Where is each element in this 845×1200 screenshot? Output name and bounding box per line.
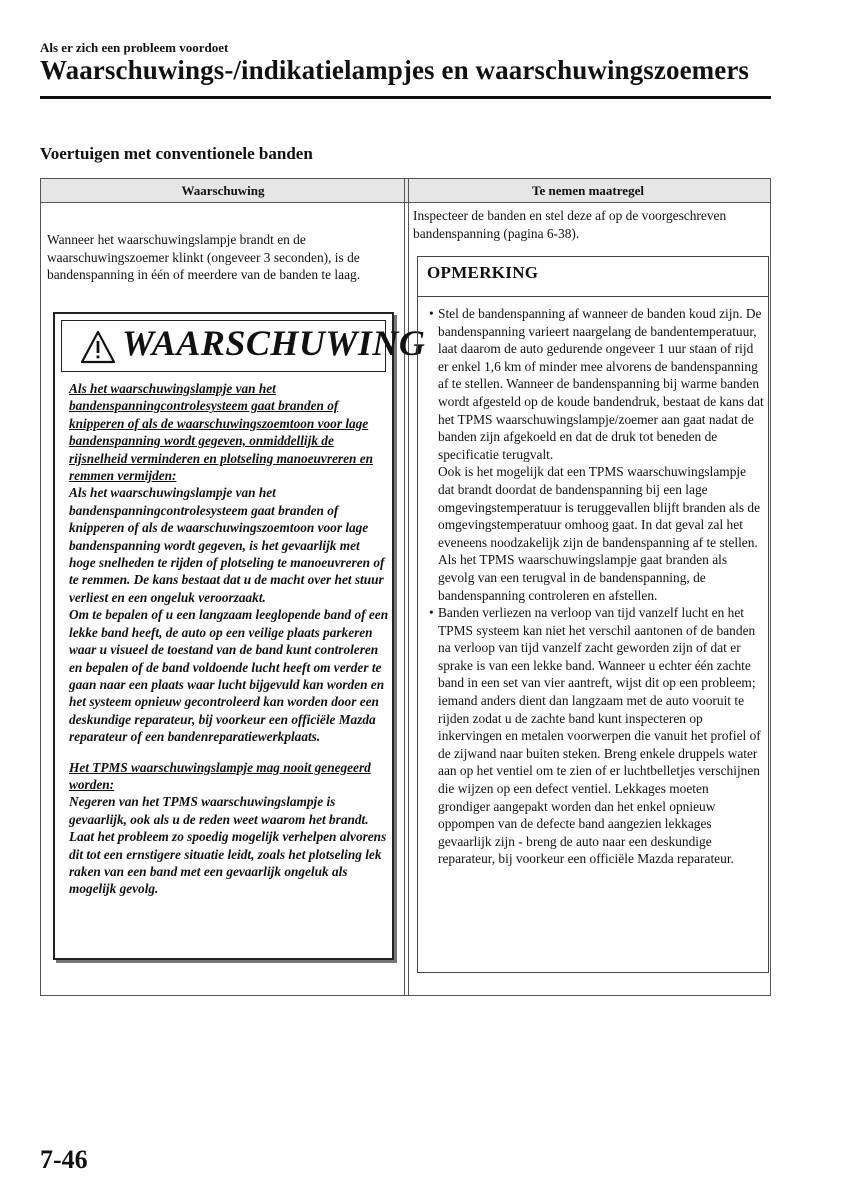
bullet-icon: • (429, 605, 434, 621)
note-bullet-text: Stel de bandenspanning af wanneer de banden koud zijn. De bandenspanning varieert naargelang de bandentemperatuur, laat daarom de auto gedurende ongeveer 1 uur staan of rijd er enkel 1,6 km of minder mee alvorens de bandenspanning af te stellen. Wanneer de bandenspanning bij warme banden wordt afgesteld op de koude bandendruk, bestaat de kans dat het TPMS waarschuwingslampje/zoemer aan gaat nadat de banden zijn afgekoeld en dat de druk tot beneden de specificatie terugvalt. (438, 306, 764, 462)
title-divider (40, 96, 771, 99)
list-item-continuation (426, 463, 764, 604)
note-bullet-text: Ook is het mogelijk dat een TPMS waarschuwingslampje dat brandt doordat de bandenspanning bij een lage omgevingstemperatuur is teruggevallen blijft branden als de omgevingstemperatuur omhoog gaat. In dat geval zal het eveneens noodzakelijk zijn de bandenspanning af te stellen. Als het TPMS waarschuwingslampje gaat branden als gevolg van een terugval in de bandenspanning, de bandenspanning controleren en afstellen. (438, 464, 761, 603)
warning-paragraph: Negeren van het TPMS waarschuwingslampje is gevaarlijk, ook als u de reden weet waarom het brandt. Laat het probleem zo spoedig mogelijk verhelpen alvorens dit tot een ernstigere situatie leidt, zoals het plotseling lek raken van een band met een gevaarlijk ongeluk als mogelijk gevolg. (69, 794, 387, 897)
table-header-row (41, 179, 770, 203)
warning-box-body (69, 380, 389, 898)
column-header-action: Te nemen maatregel (532, 183, 644, 198)
list-item (426, 305, 764, 463)
column-divider (408, 179, 409, 995)
warning-paragraph: Om te bepalen of u een langzaam leeglopende band of een lekke band heeft, de auto op een veilige plaats parkeren waar u visueel de toestand van de band kunt controleren en bepalen of de band voldoende lucht heeft om verder te gaan naar een plaats waar lucht bijgevuld kan worden en het systeem opnieuw gecontroleerd kan worden door een deskundige reparateur, bij voorkeur een officiële Mazda reparateur of een bandenreparatiewerkplaats. (69, 607, 389, 745)
note-box (417, 256, 769, 973)
warning-box-title: WAARSCHUWING (122, 323, 426, 363)
warning-paragraph: Als het waarschuwingslampje van het bandenspanningcontrolesysteem gaat branden of knipperen of als de waarschuwingszoemtoon voor lage bandenspanning wordt gegeven, is het gevaarlijk met hoge snelheden te rijden of plotseling te manoeuvreren of te remmen. De kans bestaat dat u de macht over het stuur verliest en een ongeluk veroorzaakt. (69, 485, 385, 605)
column-header-warning: Waarschuwing (181, 183, 265, 198)
section-label: Als er zich een probleem voordoet (40, 40, 229, 55)
warning-heading: Het TPMS waarschuwingslampje mag nooit genegeerd worden: (69, 759, 371, 792)
page-number: 7-46 (40, 1145, 88, 1174)
page-title: Waarschuwings-/indikatielampjes en waarschuwingszoemers (40, 55, 750, 85)
warning-heading: Als het waarschuwingslampje van het bandenspanningcontrolesysteem gaat branden of knipperen of als de waarschuwingszoemtoon voor lage bandenspanning wordt gegeven, onmiddellijk de rijsnelheid verminderen en plotseling manoeuvreren en remmen vermijden: (69, 381, 373, 484)
list-item (426, 604, 764, 868)
warning-box (53, 312, 426, 960)
note-bullet-text: Banden verliezen na verloop van tijd vanzelf lucht en het TPMS systeem kan niet het verschil aantonen of de banden na verloop van tijd vanzelf zacht geworden zijn of dat er sprake is van een lekke band. Wanneer u echter één zachte band in een set van vier aantreft, wijst dit op een probleem; iemand anders dient dan langzaam met de auto vooruit te rijden zodat u de zachte band kunt inspecteren op inkervingen en metalen voorwerpen die vanuit het profiel of de zijwand naar buiten steken. Breng enkele druppels water aan op het ventiel om te zien of er luchtbelletjes verschijnen die wijzen op een defect ventiel. Lekkages moeten grondiger aangepakt worden dan het enkel opnieuw oppompen van de defecte band aangezien lekkages gevaarlijk zijn - breng de auto naar een deskundige reparateur, bij voorkeur een officiële Mazda reparateur. (438, 605, 761, 867)
warning-description: Wanneer het waarschuwingslampje brandt en de waarschuwingszoemer klinkt (ongeveer 3 seconden), is de bandenspanning in één of meerdere van de banden te laag. (47, 232, 361, 282)
note-box-header (418, 257, 768, 297)
warning-box-header (61, 320, 426, 372)
note-box-title: OPMERKING (427, 263, 539, 282)
warning-table (40, 178, 771, 996)
column-divider (404, 179, 405, 995)
bullet-icon: • (429, 306, 434, 321)
note-box-body (426, 305, 764, 868)
action-description: Inspecteer de banden en stel deze af op de voorgeschreven bandenspanning (pagina 6-38). (413, 208, 727, 241)
warning-triangle-icon (80, 330, 116, 364)
subheading: Voertuigen met conventionele banden (40, 144, 313, 163)
